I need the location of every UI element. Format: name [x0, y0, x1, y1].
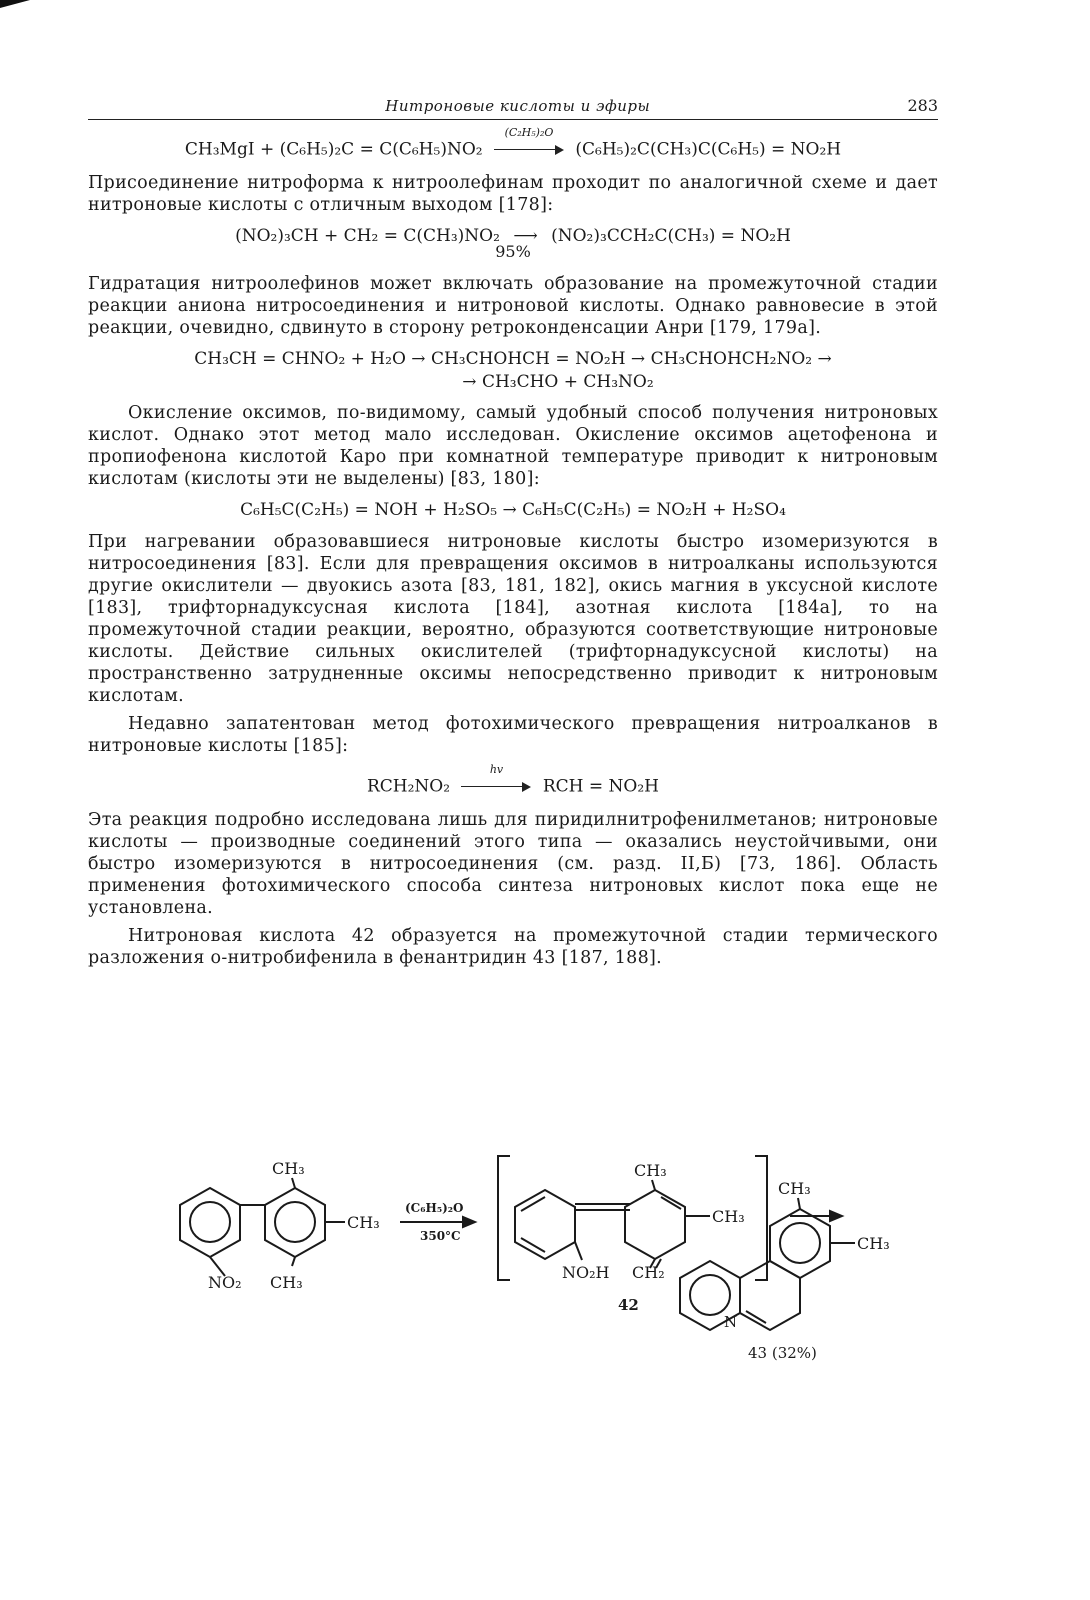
- equation-1-arrow: [494, 126, 564, 162]
- equation-2-arrow: ⟶: [513, 226, 538, 246]
- compound-43-label: 43 (32%): [748, 1344, 817, 1362]
- ring-42-left: [515, 1190, 575, 1259]
- bond-no2h: [575, 1242, 582, 1260]
- equation-5-right: RCH = NO₂H: [542, 776, 660, 797]
- ch3-top-3: CH₃: [778, 1179, 811, 1198]
- temperature-label: 350°C: [420, 1229, 461, 1243]
- paragraph-5: Недавно запатентован метод фотохимического превращения нитроалканов в нитроновые кислоты [185]:: [88, 713, 938, 756]
- no2h-label: NO₂H: [562, 1263, 610, 1282]
- page-number: 283: [907, 96, 938, 115]
- equation-4: C₆H₅C(C₂H₅) = NOH + H₂SO₅ → C₆H₅C(C₂H₅) = NO₂H + H₂SO₄: [240, 500, 786, 521]
- nitrogen-atom: N: [724, 1313, 738, 1331]
- equation-3-line-1: CH₃CH = CHNO₂ + H₂O → CH₃CHOHCH = NO₂H → CH₃CHOHCH₂NO₂ →: [194, 349, 832, 370]
- ch3-top-1: CH₃: [272, 1159, 305, 1178]
- aromatic-circle-43-right: [780, 1223, 820, 1263]
- equation-1-left: CH₃MgI + (C₆H₅)₂C = C(C₆H₅)NO₂: [184, 139, 483, 160]
- bond-ch3-top-2: [652, 1180, 655, 1190]
- benzene-ring-1: [180, 1188, 240, 1257]
- equation-5-arrow: [461, 762, 531, 799]
- reagent-label: (C₆H₅)₂O: [405, 1201, 464, 1215]
- equation-3-line-2: → CH₃CHO + CH₃NO₂: [462, 371, 654, 392]
- paragraph-7: Нитроновая кислота 42 образуется на промежуточной стадии термического разложения о-нитробифенила в фенантридин 43 [187, 188].: [88, 925, 938, 968]
- equation-1-right: (C₆H₅)₂C(CH₃)C(C₆H₅) = NO₂H: [575, 139, 842, 160]
- paragraph-2: Гидратация нитроолефинов может включать образование на промежуточной стадии реакции аниона нитросоединения и нитроновой кислоты. Однако равновесие в этой реакции, очевидно, сдвинуто в сторону ретроконденсации Анри [179, 179а].: [88, 274, 938, 339]
- page-corner-mark: [0, 0, 30, 8]
- equation-2-left: (NO₂)₃CH + CH₂ = C(CH₃)NO₂: [235, 226, 500, 246]
- aromatic-circle-2: [275, 1202, 315, 1242]
- page-body: [88, 96, 938, 975]
- reaction-arrow-1-head: [463, 1217, 475, 1227]
- ch3-bottom-1: CH₃: [270, 1273, 303, 1292]
- benzene-ring-2: [265, 1188, 325, 1257]
- no2-label: NO₂: [208, 1273, 242, 1292]
- equation-5: [88, 762, 938, 799]
- bracket-left: [498, 1156, 510, 1280]
- equation-5-reagent: hv: [489, 762, 504, 776]
- ring-43-right: [770, 1209, 830, 1278]
- page-header: [88, 96, 938, 120]
- ch3-right-3: CH₃: [857, 1234, 890, 1253]
- ring-42-right: [625, 1190, 685, 1259]
- running-title: Нитроновые кислоты и эфиры: [385, 97, 651, 115]
- equation-1: [88, 126, 938, 162]
- bond-ch3-top-1: [292, 1178, 295, 1188]
- reaction-arrow-2-head: [830, 1211, 842, 1221]
- ch3-top-2: CH₃: [634, 1161, 667, 1180]
- ring-42-double-1: [521, 1197, 545, 1211]
- bond-ch3-top-3: [798, 1198, 800, 1209]
- reaction-scheme: [0, 1148, 1090, 1568]
- equation-1-reagent: (C₂H₅)₂O: [504, 126, 554, 139]
- ch3-right-1: CH₃: [347, 1213, 380, 1232]
- paragraph-4: При нагревании образовавшиеся нитроновые кислоты быстро изомеризуются в нитросоединения [83]. Если для превращения оксимов в нитроалканы используются другие окислители — двуокись азота [83, 181, 182], окись магния в уксусной кислоте [183], трифторнадуксусная кислота [184], азотная кислота [184а], то на промежуточной стадии реакции, вероятно, образуются соответствующие нитроновые кислоты. Действие сильных окислителей (трифторнадуксусной кислоты) на пространственно затрудненные оксимы непосредственно приводит к нитроновым кислотам.: [88, 531, 938, 706]
- bracket-right: [755, 1156, 767, 1280]
- equation-2-yield: 95%: [495, 242, 531, 262]
- ring-43-middle: [740, 1261, 800, 1330]
- aromatic-circle-43-left: [690, 1275, 730, 1315]
- equation-2-right: (NO₂)₃CCH₂C(CH₃) = NO₂H: [551, 226, 791, 246]
- equation-5-left: RCH₂NO₂: [366, 776, 451, 797]
- ring-42-double-2: [521, 1238, 545, 1252]
- paragraph-6: Эта реакция подробно исследована лишь для пиридилнитрофенилметанов; нитроновые кислоты — производные соединений этого типа — оказались неустойчивыми, они быстро изомеризуются в нитросоединения (см. разд. II,Б) [73, 186]. Область применения фотохимического способа синтеза нитроновых кислот пока еще не установлена.: [88, 809, 938, 918]
- aromatic-circle-1: [190, 1202, 230, 1242]
- compound-42-label: 42: [618, 1296, 639, 1314]
- ch3-right-2: CH₃: [712, 1207, 745, 1226]
- paragraph-3: Окисление оксимов, по-видимому, самый удобный способ получения нитроновых кислот. Однако этот метод мало исследован. Окисление оксимов ацетофенона и пропиофенона кислотой Каро при комнатной температуре приводит к нитроновым кислотам (кислоты эти не выделены) [83, 180]:: [88, 403, 938, 490]
- paragraph-1: Присоединение нитроформа к нитроолефинам проходит по аналогичной схеме и дает нитроновые кислоты с отличным выходом [178]:: [88, 173, 938, 215]
- bond-ch3-bottom-1: [292, 1257, 295, 1266]
- ch2-label: CH₂: [632, 1263, 665, 1282]
